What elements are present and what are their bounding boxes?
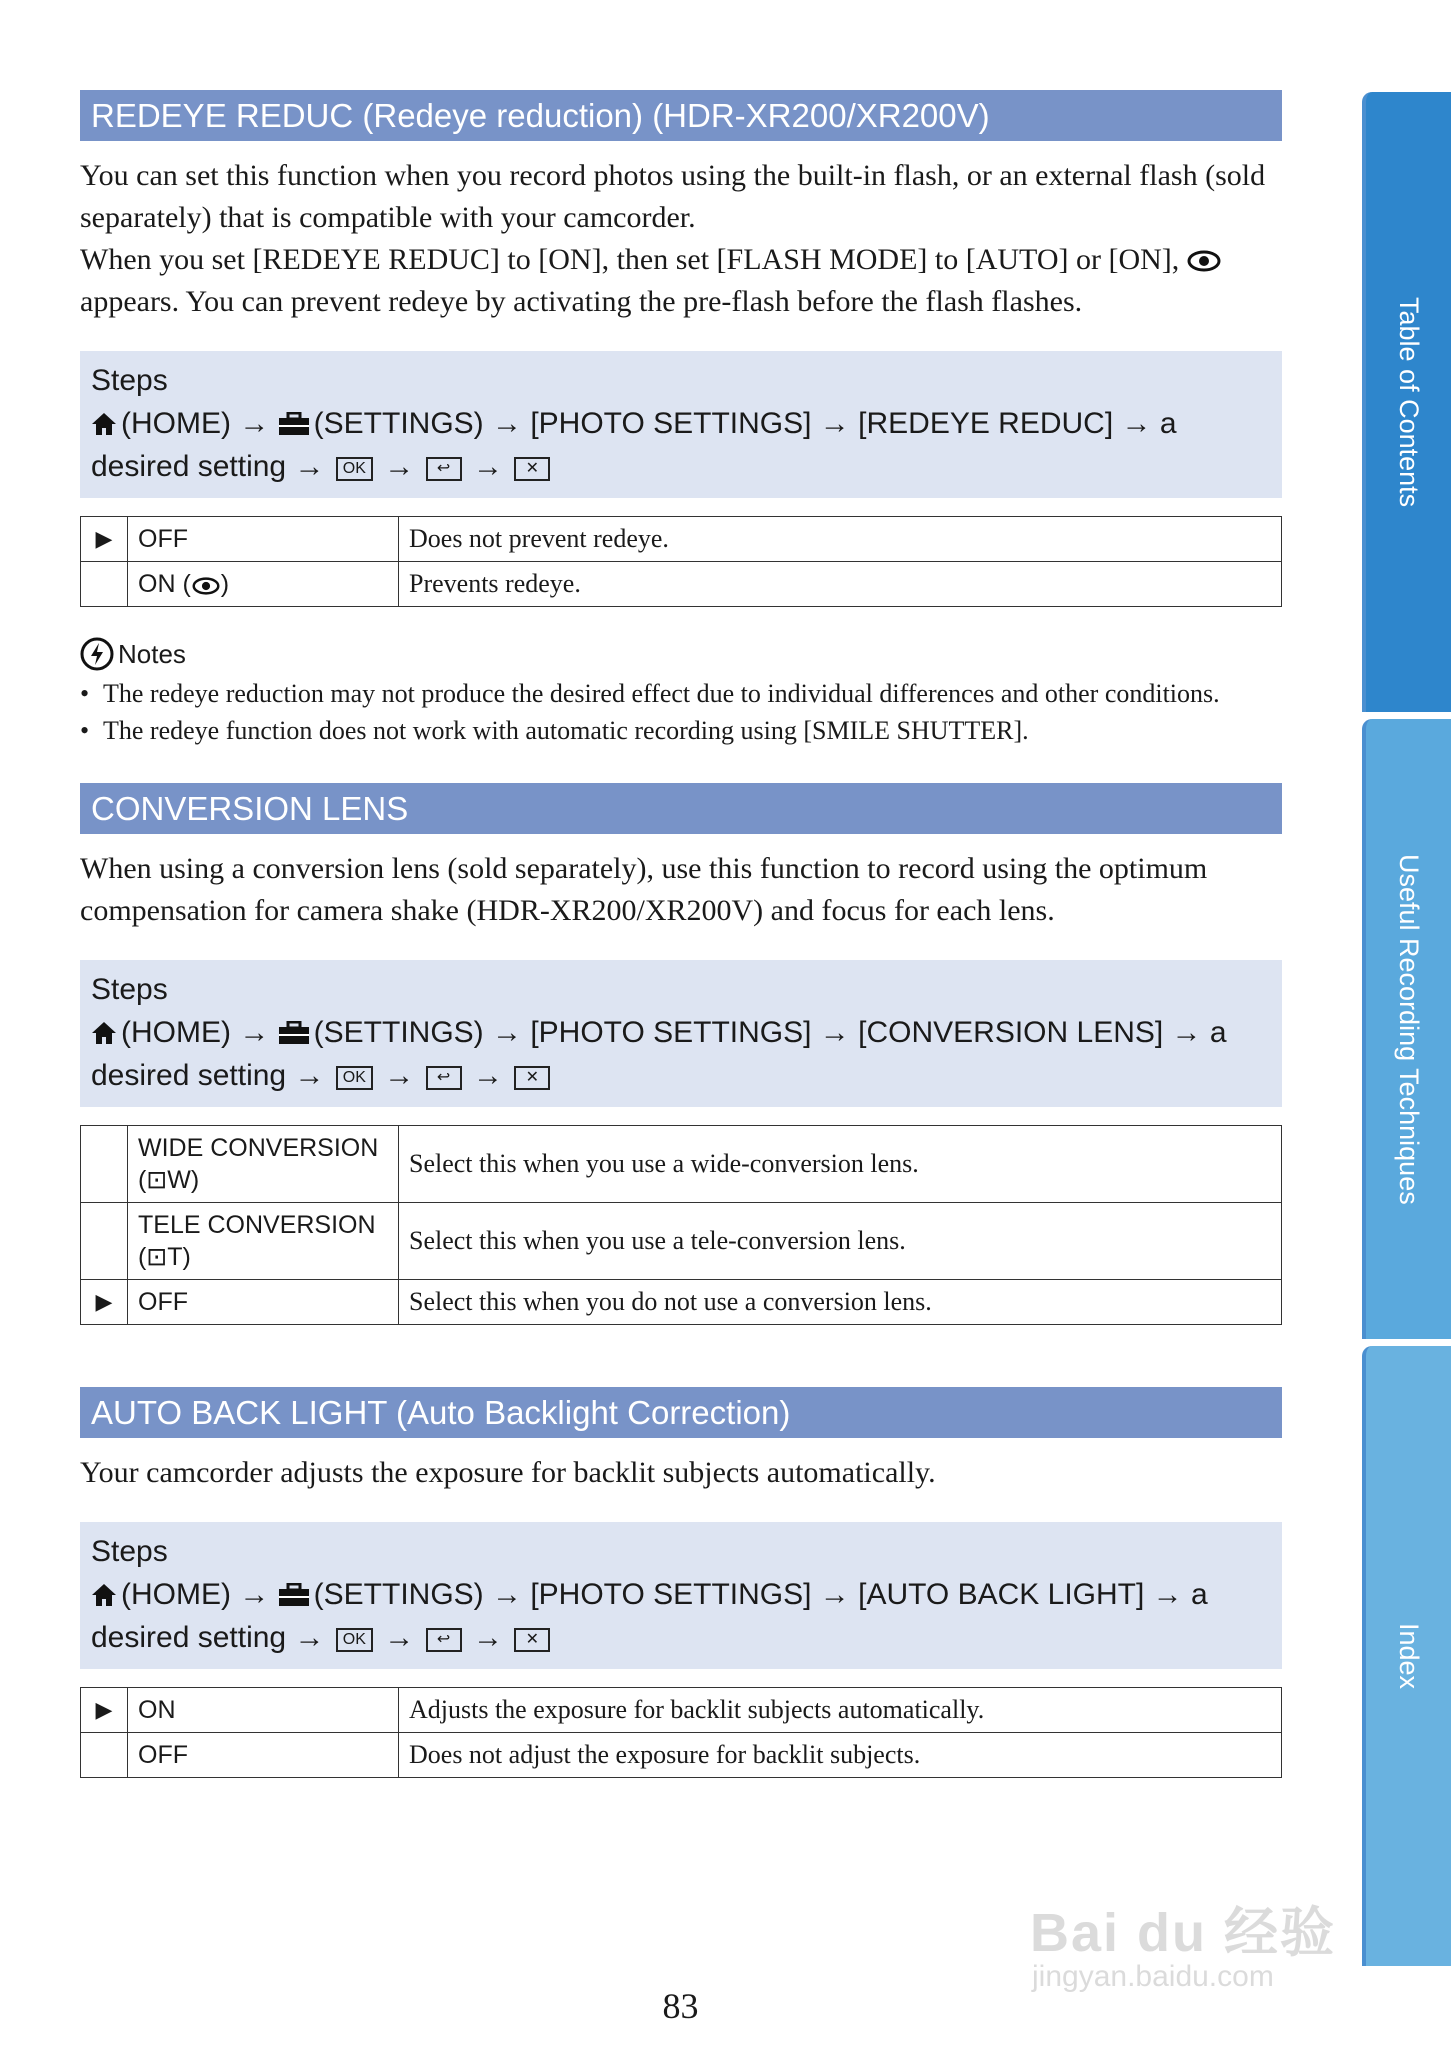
option-name: OFF (128, 1280, 399, 1325)
toolbox-icon (278, 1021, 310, 1045)
steps-settings: (SETTINGS) → [PHOTO SETTINGS] → [AUTO BACK LIGHT] → a desired setting → (91, 1578, 1208, 1654)
section-title-conversion: CONVERSION LENS (80, 783, 1282, 834)
page-number: 83 (662, 1986, 699, 2026)
steps-settings: (SETTINGS) → [PHOTO SETTINGS] → [CONVERSION LENS] → a desired setting → (91, 1016, 1227, 1092)
notes-list (80, 675, 1282, 749)
table-row (81, 1733, 1282, 1778)
steps-settings: (SETTINGS) → [PHOTO SETTINGS] → [REDEYE REDUC] → a desired setting → (91, 407, 1177, 483)
redeye-icon (191, 577, 221, 595)
default-mark (81, 1203, 128, 1280)
back-key: ↩ (426, 457, 462, 481)
default-mark (81, 1126, 128, 1203)
tab-index[interactable] (1362, 1346, 1451, 1966)
tab-useful-recording-techniques[interactable] (1362, 719, 1451, 1339)
conversion-options-table (80, 1125, 1282, 1325)
arrow: → (472, 1621, 503, 1654)
wide-conversion-icon: (⊡W) (138, 1166, 200, 1194)
manual-page (80, 90, 1282, 1778)
conversion-steps (80, 960, 1282, 1107)
redeye-para-2-pre: When you set [REDEYE REDUC] to [ON], then set [FLASH MODE] to [AUTO] or [ON], (80, 243, 1180, 276)
default-mark (81, 562, 128, 607)
watermark-url: jingyan.baidu.com (1032, 1960, 1274, 1993)
option-desc: Adjusts the exposure for backlit subjects automatically. (399, 1688, 1282, 1733)
table-row (81, 1688, 1282, 1733)
default-mark: ▶ (81, 517, 128, 562)
conversion-para-1: When using a conversion lens (sold separately), use this function to record using the optimum compensation for camera shake (HDR-XR200/XR200V) and focus for each lens. (80, 852, 1208, 927)
table-row (81, 1126, 1282, 1203)
default-mark: ▶ (81, 1688, 128, 1733)
back-key: ↩ (426, 1066, 462, 1090)
arrow: → (384, 450, 415, 483)
tab-label: Useful Recording Techniques (1394, 853, 1424, 1205)
steps-home: (HOME) → (121, 407, 278, 440)
home-icon (91, 412, 117, 436)
option-name (128, 1126, 399, 1203)
arrow: → (384, 1059, 415, 1092)
option-label-end: ) (220, 570, 230, 598)
option-name: OFF (128, 1733, 399, 1778)
watermark-brand: Bai du 经验 (1030, 1903, 1337, 1963)
steps-title: Steps (91, 1535, 168, 1568)
option-desc: Select this when you use a wide-conversion lens. (399, 1126, 1282, 1203)
steps-title: Steps (91, 364, 168, 397)
ok-key: OK (336, 457, 373, 481)
steps-home: (HOME) → (121, 1578, 278, 1611)
arrow: → (472, 1059, 503, 1092)
section-title-redeye: REDEYE REDUC (Redeye reduction) (HDR-XR200/XR200V) (80, 90, 1282, 141)
close-key: ✕ (514, 1066, 550, 1090)
close-key: ✕ (514, 457, 550, 481)
option-desc: Prevents redeye. (399, 562, 1282, 607)
notes-title: Notes (118, 638, 186, 669)
note-item: • The redeye reduction may not produce the desired effect due to individual differences and other conditions. (80, 675, 1282, 712)
ok-key: OK (336, 1066, 373, 1090)
arrow: → (384, 1621, 415, 1654)
table-row (81, 1203, 1282, 1280)
note-item: • The redeye function does not work with automatic recording using [SMILE SHUTTER]. (80, 712, 1282, 749)
notes (80, 637, 1282, 749)
redeye-icon (1187, 250, 1221, 272)
caution-icon (80, 637, 114, 671)
table-row (81, 517, 1282, 562)
tele-conversion-icon: (⊡T) (138, 1243, 191, 1271)
option-label: TELE CONVERSION (138, 1211, 376, 1239)
section-title-backlight: AUTO BACK LIGHT (Auto Backlight Correction) (80, 1387, 1282, 1438)
ok-key: OK (336, 1628, 373, 1652)
option-desc: Does not adjust the exposure for backlit subjects. (399, 1733, 1282, 1778)
steps-title: Steps (91, 973, 168, 1006)
backlight-para-1: Your camcorder adjusts the exposure for backlit subjects automatically. (80, 1456, 936, 1489)
option-name (128, 1203, 399, 1280)
redeye-para-1: You can set this function when you record photos using the built-in flash, or an external flash (sold separately) that is compatible with your camcorder. (80, 159, 1266, 234)
option-desc: Does not prevent redeye. (399, 517, 1282, 562)
notes-heading (80, 637, 1282, 671)
table-row (81, 562, 1282, 607)
tab-label: Index (1394, 1622, 1424, 1690)
tab-label: Table of Contents (1394, 296, 1424, 508)
backlight-options-table (80, 1687, 1282, 1778)
option-desc: Select this when you do not use a conversion lens. (399, 1280, 1282, 1325)
option-name: ON (128, 1688, 399, 1733)
toolbox-icon (278, 1583, 310, 1607)
redeye-options-table (80, 516, 1282, 607)
toolbox-icon (278, 412, 310, 436)
default-mark (81, 1733, 128, 1778)
option-name (128, 562, 399, 607)
option-label: ON ( (138, 570, 191, 598)
redeye-para-2-post: appears. You can prevent redeye by activating the pre-flash before the flash flashes. (80, 285, 1083, 318)
home-icon (91, 1583, 117, 1607)
default-mark: ▶ (81, 1280, 128, 1325)
redeye-steps (80, 351, 1282, 498)
option-desc: Select this when you use a tele-conversion lens. (399, 1203, 1282, 1280)
option-label: WIDE CONVERSION (138, 1134, 379, 1162)
option-name: OFF (128, 517, 399, 562)
close-key: ✕ (514, 1628, 550, 1652)
steps-home: (HOME) → (121, 1016, 278, 1049)
redeye-para-2 (80, 239, 1282, 323)
arrow: → (472, 450, 503, 483)
table-row (81, 1280, 1282, 1325)
baidu-watermark (1030, 1850, 1360, 2000)
back-key: ↩ (426, 1628, 462, 1652)
backlight-steps (80, 1522, 1282, 1669)
tab-table-of-contents[interactable] (1362, 92, 1451, 712)
home-icon (91, 1021, 117, 1045)
